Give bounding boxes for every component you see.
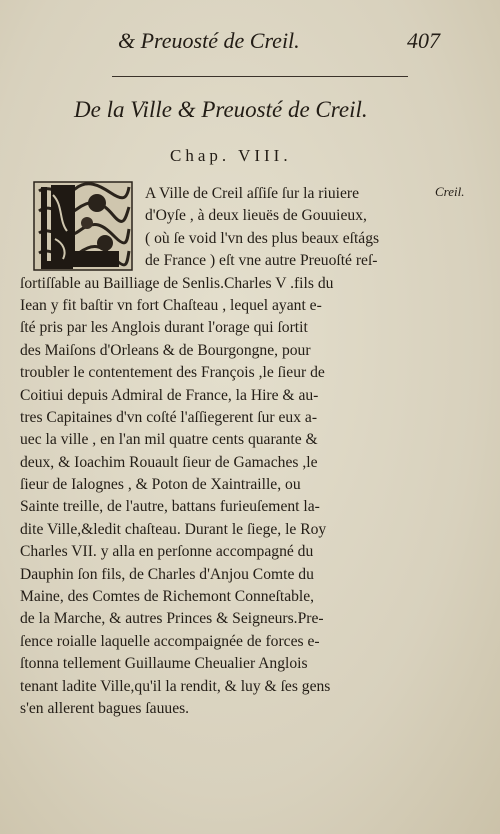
text-line: des Maiſons d'Orleans & de Bourgongne, pour bbox=[20, 341, 311, 359]
chapter-body bbox=[20, 183, 430, 720]
text-line: ſortiſſable au Bailliage de Senlis.Charles V .fils du bbox=[20, 274, 334, 292]
text-line: ſence roialle laquelle accompaignée de forces e- bbox=[20, 632, 320, 650]
text-line: Coitiui depuis Admiral de France, la Hire & au- bbox=[20, 386, 319, 404]
text-line: uec la ville , en l'an mil quatre cents quarante & bbox=[20, 431, 318, 449]
text-line: Dauphin ſon fils, de Charles d'Anjou Comte du bbox=[20, 565, 314, 583]
text-line: ſieur de Ialognes , & Poton de Xaintraille, ou bbox=[20, 476, 301, 494]
text-line: tenant ladite Ville,qu'il la rendit, & luy & ſes gens bbox=[20, 677, 331, 695]
chapter-title: De la Ville & Preuosté de Creil. bbox=[74, 97, 368, 122]
text-line: ( où ſe void l'vn des plus beaux eſtágs bbox=[145, 229, 380, 247]
text-line: ſtonna tellement Guillaume Cheualier Anglois bbox=[20, 655, 308, 673]
text-line: Iean y fit baſtir vn fort Chaſteau , lequel ayant e- bbox=[20, 296, 322, 314]
text-line: A Ville de Creil aſſiſe ſur la riuiere bbox=[145, 185, 359, 202]
page-number: 407 bbox=[407, 28, 440, 53]
header-rule bbox=[112, 76, 408, 77]
text-line: tres Capitaines d'vn coſté l'aſſiegerent ſur eux a- bbox=[20, 408, 318, 426]
margin-note: Creil. bbox=[435, 184, 465, 199]
text-line: de la Marche, & autres Princes & Seigneurs.Pre- bbox=[20, 610, 324, 628]
chapter-number: Chap. VIII. bbox=[170, 146, 292, 165]
running-head-title: & Preuosté de Creil. bbox=[118, 28, 300, 53]
text-line: Sainte treille, de l'autre, battans furieuſement la- bbox=[20, 498, 320, 516]
running-head bbox=[118, 28, 440, 54]
text-line: s'en allerent bagues ſauues. bbox=[20, 699, 190, 717]
text-line: ſté pris par les Anglois durant l'orage qui ſortit bbox=[20, 319, 308, 337]
text-line: Charles VII. y alla en perſonne accompagné du bbox=[20, 543, 314, 561]
text-line: d'Oyſe , à deux lieuës de Gouuieux, bbox=[145, 207, 367, 225]
text-line: troubler le contentement des François ,le ſieur de bbox=[20, 364, 325, 382]
text-line: Maine, des Comtes de Richemont Conneſtable, bbox=[20, 588, 315, 606]
text-line: dite Ville,&ledit chaſteau. Durant le ſiege, le Roy bbox=[20, 520, 327, 538]
text-line: deux, & Ioachim Rouault ſieur de Gamaches ,le bbox=[20, 453, 318, 471]
text-line: de France ) eſt vne autre Preuoſté reſ- bbox=[145, 252, 378, 270]
